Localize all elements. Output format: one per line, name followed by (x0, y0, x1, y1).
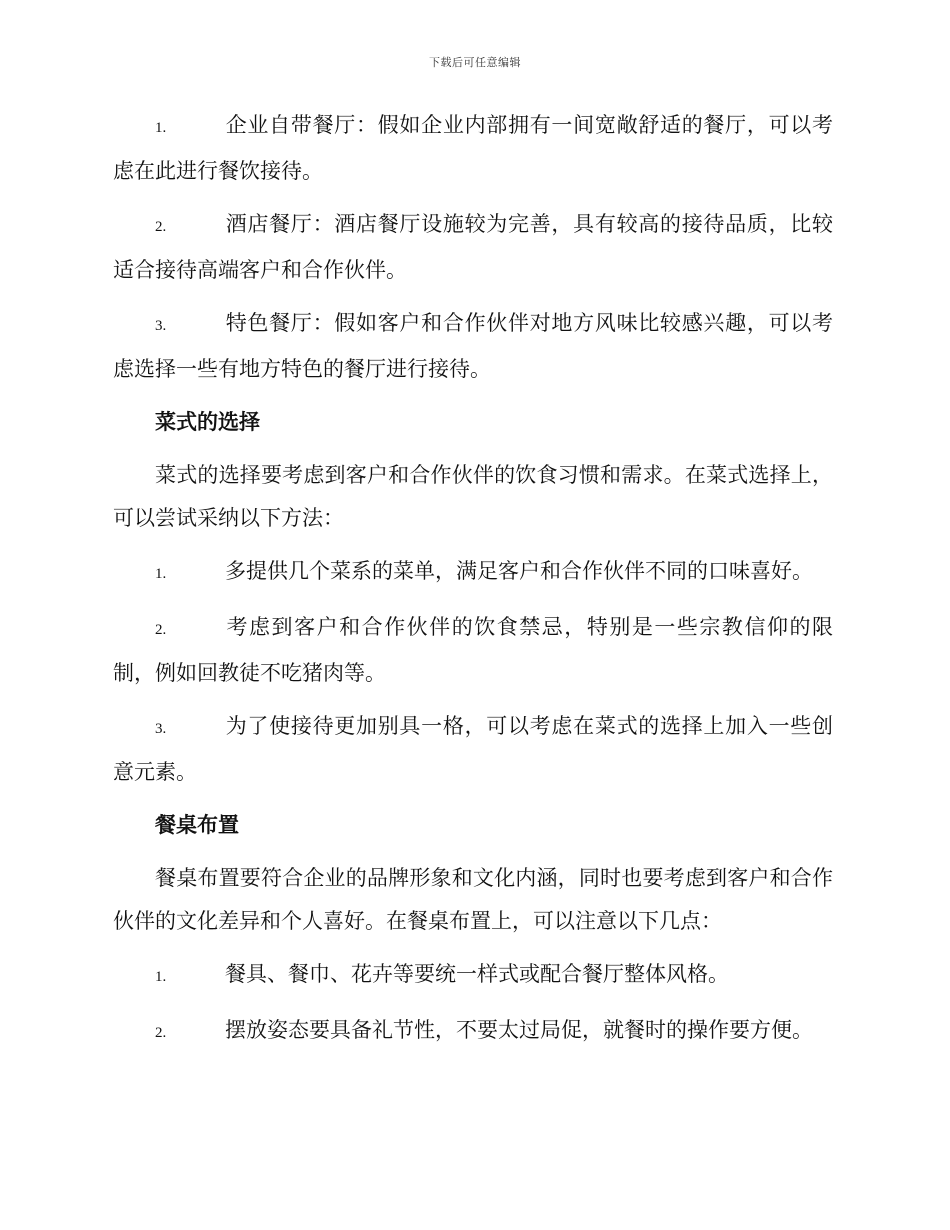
section-intro-dishes: 菜式的选择要考虑到客户和合作伙伴的饮食习惯和需求。在菜式选择上，可以尝试采纳以下方法： (113, 463, 833, 530)
list-text: 酒店餐厅：酒店餐厅设施较为完善，具有较高的接待品质，比较适合接待高端客户和合作伙伴。 (113, 212, 833, 282)
list-number: 2. (155, 1025, 167, 1041)
list-text: 为了使接待更加别具一格，可以考虑在菜式的选择上加入一些创意元素。 (113, 714, 833, 784)
list-text: 多提供几个菜系的菜单，满足客户和合作伙伴不同的口味喜好。 (225, 559, 813, 583)
list-item (113, 606, 833, 695)
list-item (113, 1009, 833, 1055)
list-number: 2. (155, 622, 167, 638)
list-item (113, 550, 833, 596)
list-text: 特色餐厅：假如客户和合作伙伴对地方风味比较感兴趣，可以考虑选择一些有地方特色的餐厅进行接待。 (113, 311, 833, 381)
list-text: 企业自带餐厅：假如企业内部拥有一间宽敞舒适的餐厅，可以考虑在此进行餐饮接待。 (113, 113, 833, 183)
list-number: 3. (155, 721, 167, 737)
list-text: 摆放姿态要具备礼节性，不要太过局促，就餐时的操作要方便。 (225, 1018, 813, 1042)
document-body (113, 104, 833, 1065)
list-text: 餐具、餐巾、花卉等要统一样式或配合餐厅整体风格。 (225, 962, 729, 986)
list-number: 1. (155, 566, 167, 582)
list-number: 3. (155, 318, 167, 334)
list-number: 2. (155, 219, 167, 235)
list-item (113, 953, 833, 999)
list-item (113, 203, 833, 292)
list-item (113, 302, 833, 391)
list-number: 1. (155, 120, 167, 136)
page-header: 下载后可任意编辑 (429, 56, 521, 69)
section-heading-table-setting: 餐桌布置 (155, 813, 239, 837)
list-item (113, 705, 833, 794)
list-item (113, 104, 833, 193)
list-text: 考虑到客户和合作伙伴的饮食禁忌，特别是一些宗教信仰的限制，例如回教徒不吃猪肉等。 (113, 615, 833, 685)
section-intro-table-setting: 餐桌布置要符合企业的品牌形象和文化内涵，同时也要考虑到客户和合作伙伴的文化差异和个人喜好。在餐桌布置上，可以注意以下几点： (113, 866, 833, 933)
list-number: 1. (155, 969, 167, 985)
section-heading-dishes: 菜式的选择 (155, 410, 260, 434)
